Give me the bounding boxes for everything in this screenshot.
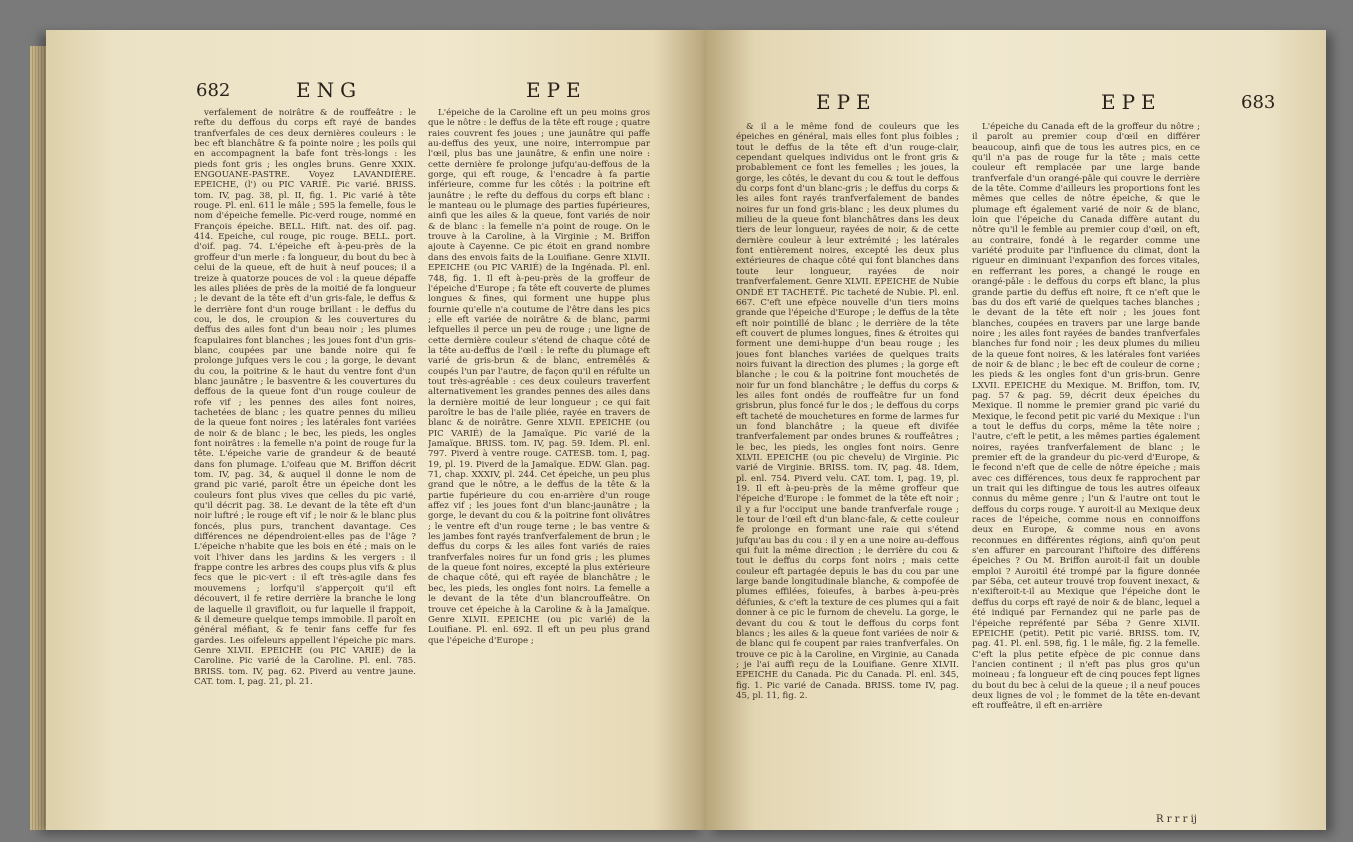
running-head-left: EPE [816,90,877,114]
text-column-2 [428,108,650,773]
right-page [706,30,1326,830]
column-text: verfalement de noirâtre & de rouffeâtre : le refte du deffous du corps eft rayé de bandes tranfverfales de ces deux dernières couleurs : le bec eft blanchâtre & fa pointe noire ; les poils qui en accompagnent la bafe font très-longs : les pieds font gris ; les ongles bruns. Genre XXIX. ENGOUANE-PASTRE. Voyez LAVANDIÈRE. EPEICHE, (l') ou PIC VARIÉ. Pic varié. BRISS. tom. IV, pag. 38, pl. II, fig. 1. Pic varié à tête rouge. Pl. enl. 611 le mâle ; 595 la femelle, fous le nom d'épeiche femelle. Pic-verd rouge, nommé en François épeiche. BELL. Hift. nat. des oif. pag. 414. Epeiche, cul rouge, pic rouge. BELL. port. d'oif. pag. 74. L'épeiche eft à-peu-près de la groffeur d'un merle : fa longueur, du bout du bec à celui de la queue, eft de huit à neuf pouces; il a treize à quatorze pouces de vol : la queue dépaffe les ailes pliées de près de la moitié de fa longueur ; le devant de la tête eft d'un gris-fale, le deffus & le derrière font d'un rouge brillant : le deffus du cou, le dos, le croupion & les couvertures du deffus des ailes font d'un beau noir ; les plumes fcapulaires font blanches ; les joues font d'un gris-blanc, coupées par une bande noire qui fe prolonge jufques vers le cou ; la gorge, le devant du cou, la poitrine & le haut du ventre font d'un blanc jaunâtre ; le basventre & les couvertures du deffous de la queue font d'un rouge couleur de rofe vif ; les pennes des ailes font noires, tachetées de blanc ; les quatre pennes du milieu de la queue font noires ; les latérales font variées de noir & de blanc ; le bec, les pieds, les ongles font noirâtres : la femelle n'a point de rouge fur la tête. L'épeiche varie de grandeur & de beauté dans fon plumage. L'oifeau que M. Briffon décrit tom. IV, pag. 34, & auquel il donne le nom de grand pic varié, paroît être un épeiche dont les couleurs font plus vives que celles du pic varié, qu'il décrit pag. 38. Le devant de la tête eft d'un noir luftré ; le rouge eft vif ; le noir & le blanc plus foncés, plus purs, tranchent davantage. Ces différences ne dépendroient-elles pas de l'âge ? L'épeiche n'habite que les bois en été ; mais on le voit l'hiver dans les jardins & les vergers : il frappe contre les arbres des coups plus vifs & plus fecs que le pic-vert : il eft très-agile dans fes mouvemens ; lorfqu'il s'apperçoit qu'il eft découvert, il fe retire derrière la branche le long de laquelle il gravifloit, ou fur laquelle il frappoit, & il demeure quelque temps immobile. Il paroît en général méfiant, & fe tenir fans ceffe fur fes gardes. Les oifeleurs appellent l'épeiche pic mars. Genre XLVII. EPEICHE (ou PIC VARIÉ) de la Caroline. Pic varié de la Caroline. Pl. enl. 785. BRISS. tom. IV, pag. 62. Piverd au ventre jaune. CAT. tom. I, pag. 21, pl. 21. [194,108,416,687]
running-head-right: EPE [1101,90,1162,114]
text-column-1 [736,122,959,812]
running-head-center: EPE [526,78,587,102]
running-head-left: ENG [296,78,363,102]
text-column-1 [194,108,416,773]
column-text: & il a le même fond de couleurs que les épeiches en général, mais elles font plus foibles ; tout le deffus de la tête eft d'un rouge-clair, cependant quelques individus ont le front gris & probablement ce font les femelles ; les joues, la gorge, les côtés, le devant du cou & tout le deffous du corps font d'un blanc-gris ; le deffus du corps & les ailes font rayés tranfverfalement de bandes noires fur un fond gris-blanc ; les deux plumes du milieu de la queue font blanchâtres dans les deux tiers de leur longueur, rayées de noir, & de cette dernière couleur à leur extrémité ; les latérales font entièrement noires, excepté les deux plus extérieures de chaque côté qui font blanches dans toute leur longueur, rayées de noir tranfverfalement. Genre XLVII. EPEICHE de Nubie ONDÉ ET TACHETÉ. Pic tacheté de Nubie. Pl. enl. 667. C'eft une efpèce nouvelle d'un tiers moins grande que l'épeiche d'Europe ; le deffus de la tête eft noir pointillé de blanc ; le derrière de la tête eft couvert de plumes longues, fines & étroites qui forment une demi-huppe d'un beau rouge ; les joues font blanches variées de quelques traits noirs fuivant la direction des plumes ; la gorge eft blanche ; le cou & la poitrine font mouchetés de noir fur un fond blanchâtre ; le deffus du corps & les ailes font ondés de rouffeâtre fur un fond grisbrun, plus foncé fur le dos ; le deffous du corps eft tacheté de mouchetures en forme de larmes fur un fond blanchâtre ; la queue eft divifée tranfverfalement par ondes brunes & rouffeâtres ; le bec, les pieds, les ongles font noirs. Genre XLVII. EPEICHE (ou pic chevelu) de Virginie. Pic varié de Virginie. BRISS. tom. IV, pag. 48. Idem, pl. enl. 754. Piverd velu. CAT. tom. I, pag. 19, pl. 19. Il eft à-peu-près de la même groffeur que l'épeiche d'Europe : le fommet de la tête eft noir ; il y a fur l'occiput une bande tranfverfale rouge ; le tour de l'œil eft d'un blanc-fale, & cette couleur fe prolonge en formant une raie qui s'étend jufqu'au bas du cou : il y en a une noire au-deffous qui fuit la même direction ; le derrière du cou & tout le deffus du corps font noirs ; mais cette couleur eft partagée depuis le bas du cou par une large bande longitudinale blanche, & compofée de plumes effilées, foieufes, à barbes à-peu-près défunies, & c'eft la texture de ces plumes qui a fait donner à ce pic le furnom de chevelu. La gorge, le devant du cou & tout le deffous du corps font blancs ; les ailes & la queue font variées de noir & de blanc qui fe coupent par raies tranfverfales. On trouve ce pic à la Caroline, en Virginie, au Canada ; je l'ai auffi reçu de la Louifiane. Genre XLVII. EPEICHE du Canada. Pic du Canada. Pl. enl. 345, fig. 1. Pic varié de Canada. BRISS. tome IV, pag. 45, pl. 11, fig. 2. [736,122,959,701]
page-number: 682 [196,80,231,101]
open-book [30,20,1330,830]
text-column-2 [972,122,1200,812]
column-text: L'épeiche de la Caroline eft un peu moins gros que le nôtre : le deffus de la tête eft rouge ; quatre raies couvrent fes joues ; une jaunâtre qui paffe au-deffus des yeux, une noire, interrompue par l'œil, plus bas une jaunâtre, & enfin une noire : cette dernière fe prolonge jufqu'au-deffous de la gorge, qui eft rouge, & l'encadre à fa partie inférieure, comme fur les côtés : la poitrine eft jaunâtre ; le refte du deffous du corps eft blanc : le manteau ou le plumage des parties fupérieures, ainfi que les ailes & la queue, font variés de noir & de blanc : la femelle n'a point de rouge. On le trouve à la Caroline, à la Virginie ; M. Briffon ajoute à Cayenne. Ce pic étoit en grand nombre dans des envois faits de la Louifiane. Genre XLVII. EPEICHE (ou PIC VARIÉ) de la Ingénada. Pl. enl. 748, fig. 1. Il eft à-peu-près de la groffeur de l'épeiche d'Europe ; fa tête eft couverte de plumes longues & fines, qui forment une huppe plus fournie qu'elle n'a coutume de l'être dans les pics ; elle eft variée de noirâtre & de blanc, parmi lefquelles il perce un peu de rouge ; une ligne de cette dernière couleur s'étend de chaque côté de la tête au-deffus de l'œil : le refte du plumage eft varié de gris-brun & de blanc, entremêlés & coupés l'un par l'autre, de façon qu'il en réfulte un tout très-agréable : ces deux couleurs traverfent alternativement les grandes pennes des ailes dans la dernière moitié de leur longueur ; ce qui fait paroître le bas de l'aile pliée, rayée en travers de blanc & de noirâtre. Genre XLVII. EPEICHE (ou PIC VARIÉ) de la Jamaïque. Pic varié de la Jamaïque. BRISS. tom. IV, pag. 59. Idem. Pl. enl. 797. Piverd à ventre rouge. CATESB. tom. I, pag. 19, pl. 19. Piverd de la Jamaïque. EDW. Glan. pag. 71, chap. XXXIV, pl. 244. Cet épeiche, un peu plus grand que le nôtre, a le deffus de la tête & la partie fupérieure du cou en-arrière d'un rouge affez vif ; les joues font d'un blanc-jaunâtre ; la gorge, le devant du cou & la poitrine font olivâtres ; le ventre eft d'un rouge terne ; le bas ventre & les jambes font rayés tranfverfalement de brun ; le deffus du corps & les ailes font variés de raies tranfverfales noires fur un fond gris ; les plumes de la queue font noires, excepté la plus extérieure de chaque côté, qui eft rayée de blanchâtre ; le bec, les pieds, les ongles font noirs. La femelle a le devant de la tête d'un blancrouffeâtre. On trouve cet épeiche à la Caroline & à la Jamaïque. Genre XLVII. EPEICHE (ou pic varié) de la Louifiane. Pl. enl. 692. Il eft un peu plus grand que l'épeiche d'Europe ; [428,108,650,646]
left-page [46,30,706,830]
page-number: 683 [1241,92,1276,113]
signature-mark: R r r r ij [1156,814,1197,825]
column-text: L'épeiche du Canada eft de la groffeur du nôtre ; il paroît au premier coup d'œil en différer beaucoup, ainfi que de tous les autres pics, en ce qu'il n'a pas de rouge fur la tête ; mais cette couleur eft remplacée par une large bande tranfverfale d'un orangé-pâle qui couvre le derrière de la tête. Comme d'ailleurs les proportions font les mêmes que celles de nôtre épeiche, & que le plumage eft également varié de noir & de blanc, loin que l'épeiche du Canada diffère autant du nôtre qu'il le femble au premier coup d'œil, on eft, au contraire, fondé à le regarder comme une variété produite par l'influence du climat, dont la rigueur en diminuant l'expanfion des forces vitales, en refferrant les pores, a changé le rouge en orangé-pâle : le deffous du corps eft blanc, la plus grande partie du deffus eft noire, ft ce n'eft que le bas du dos eft varié de quelques taches blanches ; le devant de la tête eft noir ; les joues font blanches, coupées en travers par une large bande noire ; les ailes font rayées de bandes tranfverfales blanches fur fond noir ; les deux plumes du milieu de la queue font noires, & les latérales font variées de noir & de blanc ; le bec eft de couleur de corne ; les pieds & les ongles font d'un gris-brun. Genre LXVII. EPEICHE du Mexique. M. Briffon, tom. IV, pag. 57 & pag. 59, décrit deux épeiches du Mexique. Il nomme le premier grand pic varié du Mexique, le fecond petit pic varié du Mexique : l'un a tout le deffus du corps, même la tête noire ; l'autre, c'eft le petit, a les mêmes parties également noires, rayées tranfverfalement de blanc ; le premier eft de la grandeur du pic-verd d'Europe, & le fecond n'eft que de celle de nôtre épeiche ; mais avec ces différences, tous deux fe rapprochent par un trait qui les diftingue de tous les autres oifeaux connus du même genre ; l'un & l'autre ont tout le deffous du corps rouge. Y auroit-il au Mexique deux races de l'épeiche, comme nous en connoiffons deux en Europe, & comme nous en avons reconnues en différentes régions, ainfi qu'on peut s'en affurer en parcourant l'hiftoire des différens épeiches ? Ou M. Briffon auroit-il fait un double emploi ? Auroitil été trompé par la figure donnée par Séba, cet auteur trouvé trop fouvent inexact, & n'exifteroit-t-il au Mexique que l'épeiche dont le deffus du corps eft rayé de noir & de blanc, lequel a été indiqué par Fernandez qui ne parle pas de l'épeiche repréfenté par Séba ? Genre XLVII. EPEICHE (petit). Petit pic varié. BRISS. tom. IV, pag. 41. Pl. enl. 598, fig. 1 le mâle, fig. 2 la femelle. C'eft la plus petite efpèce de pic connue dans l'ancien continent ; il n'eft pas plus gros qu'un moineau ; fa longueur eft de cinq pouces fept lignes du bout du bec à celui de la queue ; il a neuf pouces deux lignes de vol ; le fommet de la tête en-devant eft rouffeâtre, il eft en-arrière [972,122,1200,712]
